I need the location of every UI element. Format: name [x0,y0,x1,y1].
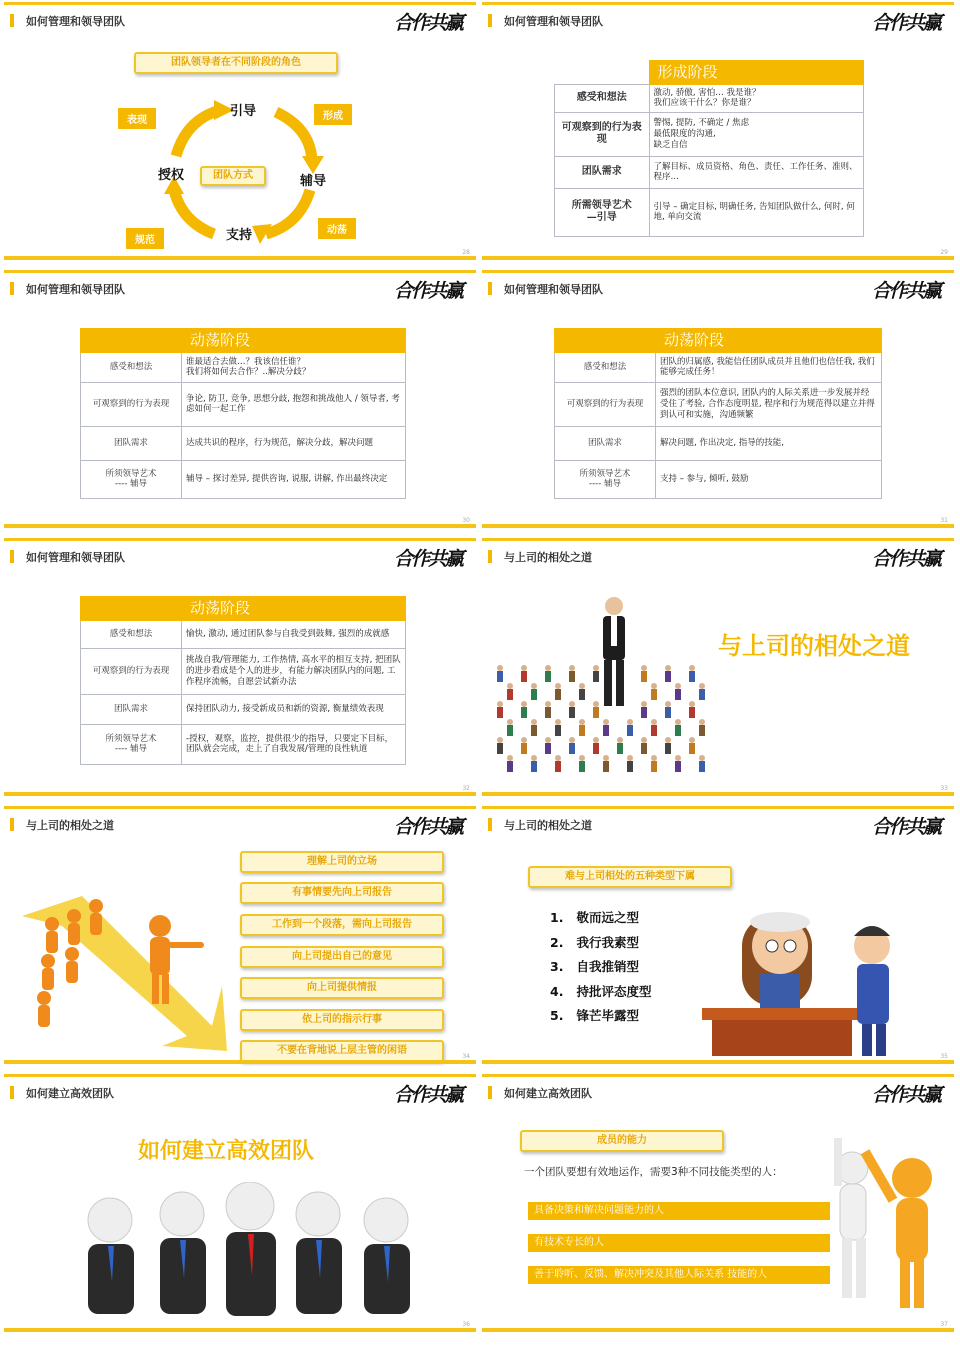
row-label: 团队需求 [81,426,182,460]
logo: 合作共赢 [393,816,462,838]
role-bottom: 支持 [226,228,253,243]
arrow-team-illustration [12,886,232,1056]
slide-top-line [4,538,476,541]
row-label: 感受和想法 [81,620,182,648]
stage-table [554,60,864,237]
slide-top-line [4,270,476,273]
row-text: -授权，观察，监控，提供很少的指导，只要定下目标，团队就会完成，走上了自我发展/管理的良性轨道 [182,724,406,764]
type-item: 1. 敬而远之型 [550,910,640,925]
logo: 合作共赢 [871,280,940,302]
slide-28 [4,2,476,262]
slide-title: 如何建立高效团队 [504,1087,592,1100]
page-number: 28 [462,249,470,256]
row-text: 解决问题, 作出决定, 指导的技能, [656,426,882,460]
logo: 合作共赢 [871,816,940,838]
logo: 合作共赢 [393,1084,462,1106]
row-text: 争论, 防卫, 竞争, 思想分歧, 抱怨和挑战他人 / 领导者, 考虑如何一起工作 [182,382,406,426]
title-bar [488,282,492,295]
page-number: 34 [462,1053,470,1060]
slide-bottom-line [4,256,476,260]
slide-title: 与上司的相处之道 [26,819,114,832]
row-label: 感受和想法 [555,84,650,112]
slide-bottom-line [4,792,476,796]
slide-33 [482,538,954,798]
slide-bottom-line [482,256,954,260]
advice-item: 向上司提供情报 [240,977,444,999]
slide-bottom-line [482,1328,954,1332]
stage-forming: 形成 [314,104,352,125]
table-header: 动荡阶段 [656,329,882,353]
row-label: 所须领导艺术 ---- 辅导 [81,724,182,764]
role-left: 授权 [158,168,185,183]
title-bar [10,1086,14,1099]
advice-item: 理解上司的立场 [240,851,444,873]
slide-bottom-line [4,1328,476,1332]
row-text: 挑战自我/管理能力, 工作热情, 高水平的相互支持, 把团队的进步看成是个人的进步，有能力解决团队内的问题, 工作程序流畅，自愿尝试新办法 [182,648,406,694]
slide-bottom-line [482,524,954,528]
advice-item: 工作到一个段落，需向上司报告 [240,914,444,936]
title-bar [10,14,14,27]
row-label: 所须领导艺术 ---- 辅导 [81,460,182,498]
row-label: 可观察到的行为表现 [555,382,656,426]
table-header: 动荡阶段 [182,597,406,621]
page-number: 29 [940,249,948,256]
logo: 合作共赢 [871,548,940,570]
intro-text: 一个团队要想有效地运作，需要3种不同技能类型的人： [524,1166,783,1178]
slide-bottom-line [4,524,476,528]
slide-bottom-line [482,792,954,796]
advice-item: 有事情要先向上司报告 [240,882,444,904]
slide-36 [4,1074,476,1334]
row-label: 感受和想法 [555,352,656,382]
center-pill: 团队方式 [200,166,266,186]
type-item: 4. 持批评态度型 [550,983,652,999]
slide-top-line [4,1074,476,1077]
row-label: 所需领导艺术 —引导 [555,188,650,236]
page-number: 32 [462,785,470,792]
role-right: 辅导 [300,174,327,189]
slide-30 [4,270,476,530]
slide-31 [482,270,954,530]
business-team-illustration [74,1182,424,1330]
slide-top-line [4,2,476,5]
row-text: 保持团队动力, 接受新成员和新的资源, 衡量绩效表现 [182,694,406,724]
slide-34 [4,806,476,1066]
headline: 如何建立高效团队 [138,1139,315,1164]
skill-bar: 善于聆听、反馈、解决冲突及其他人际关系 技能的人 [528,1266,830,1284]
row-label: 团队需求 [555,156,650,188]
logo: 合作共赢 [393,12,462,34]
logo: 合作共赢 [393,548,462,570]
row-text: 达成共识的程序，行为规范，解决分歧，解决问题 [182,426,406,460]
slide-title: 如何管理和领导团队 [26,283,125,296]
row-label: 团队需求 [555,426,656,460]
leader-figure [603,597,625,706]
type-item: 3. 自我推销型 [550,959,640,974]
boss-cartoon [702,896,932,1061]
row-text: 警惕, 提防, 不确定 / 焦虑 最低限度的沟通, 缺乏自信 [649,112,864,156]
row-label: 可观察到的行为表现 [555,112,650,156]
table-header: 形成阶段 [649,61,864,85]
advice-item: 不要在背地说上层主管的闲语 [240,1040,444,1062]
slide-title: 与上司的相处之道 [504,819,592,832]
slide-title: 如何建立高效团队 [26,1087,114,1100]
headline: 与上司的相处之道 [718,632,910,660]
slide-top-line [4,806,476,809]
slide-title: 如何管理和领导团队 [26,551,125,564]
slide-bottom-line [482,1060,954,1064]
type-item: 5. 锋芒毕露型 [550,1008,640,1023]
title-bar [10,282,14,295]
row-label: 可观察到的行为表现 [81,648,182,694]
logo: 合作共赢 [393,280,462,302]
advice-item: 向上司提出自己的意见 [240,946,444,968]
row-text: 激动, 骄傲, 害怕… 我是谁？ 我们应该干什么？你是谁？ [649,84,864,112]
high-five-illustration [812,1118,952,1328]
title-bar [10,550,14,563]
slide-35 [482,806,954,1066]
stage-storming: 动荡 [318,218,356,239]
skill-bar: 具备决策和解决问题能力的人 [528,1202,830,1220]
row-text: 辅导 – 探讨差异, 提供咨询, 说服, 讲解, 作出最终决定 [182,460,406,498]
row-text: 愉快, 激动, 通过团队参与自我受到鼓舞, 强烈的成就感 [182,620,406,648]
slide-top-line [482,270,954,273]
skill-bar: 有技术专长的人 [528,1234,830,1252]
row-label: 感受和想法 [81,352,182,382]
role-top: 引导 [230,104,257,119]
row-text: 引导 – 确定目标, 明确任务, 告知团队做什么, 何时, 何地, 单向交流 [649,188,864,236]
row-text: 谁最适合去做…？我该信任谁？ 我们将如何去合作？..解决分歧？ [182,352,406,382]
heading-pill: 成员的能力 [520,1130,724,1152]
stage-performing: 表现 [118,108,156,129]
page-number: 33 [940,785,948,792]
page-number: 31 [940,517,948,524]
logo: 合作共赢 [871,1084,940,1106]
type-list [550,908,652,1031]
heading-pill: 难与上司相处的五种类型下属 [528,866,732,888]
title-bar [488,14,492,27]
slide-top-line [482,806,954,809]
type-item: 2. 我行我素型 [550,934,640,950]
table-header: 动荡阶段 [182,329,406,353]
page-number: 35 [940,1053,948,1060]
slide-32 [4,538,476,798]
slide-top-line [482,538,954,541]
slide-bottom-line [4,1060,476,1064]
slide-29 [482,2,954,262]
row-text: 团队的归属感, 我能信任团队成员并且他们也信任我, 我们能够完成任务！ [656,352,882,382]
row-label: 可观察到的行为表现 [81,382,182,426]
title-bar [488,550,492,563]
row-text: 支持 – 参与, 倾听, 鼓励 [656,460,882,498]
title-bar [488,1086,492,1099]
row-text: 强烈的团队本位意识, 团队内的人际关系进一步发展并经受住了考验, 合作态度明显, 程序和行为规范得以建立并得到认可和实施，沟通频繁 [656,382,882,426]
stage-table [554,328,882,499]
slide-title: 如何管理和领导团队 [504,15,603,28]
title-bar [10,818,14,831]
page-number: 37 [940,1321,948,1328]
slide-37 [482,1074,954,1334]
heading-pill: 团队领导者在不同阶段的角色 [134,52,338,74]
title-bar [488,818,492,831]
advice-item: 依上司的指示行事 [240,1009,444,1031]
crowd-illustration [492,588,722,783]
page-number: 36 [462,1321,470,1328]
slide-title: 与上司的相处之道 [504,551,592,564]
slide-title: 如何管理和领导团队 [26,15,125,28]
row-label: 所须领导艺术 ---- 辅导 [555,460,656,498]
logo: 合作共赢 [871,12,940,34]
slide-top-line [482,2,954,5]
stage-table [80,328,406,499]
slide-title: 如何管理和领导团队 [504,283,603,296]
page-number: 30 [462,517,470,524]
slide-top-line [482,1074,954,1077]
row-label: 团队需求 [81,694,182,724]
stage-table [80,596,406,765]
row-text: 了解目标、成员资格、角色、责任、工作任务、准则、程序… [649,156,864,188]
stage-norming: 规范 [126,228,164,249]
